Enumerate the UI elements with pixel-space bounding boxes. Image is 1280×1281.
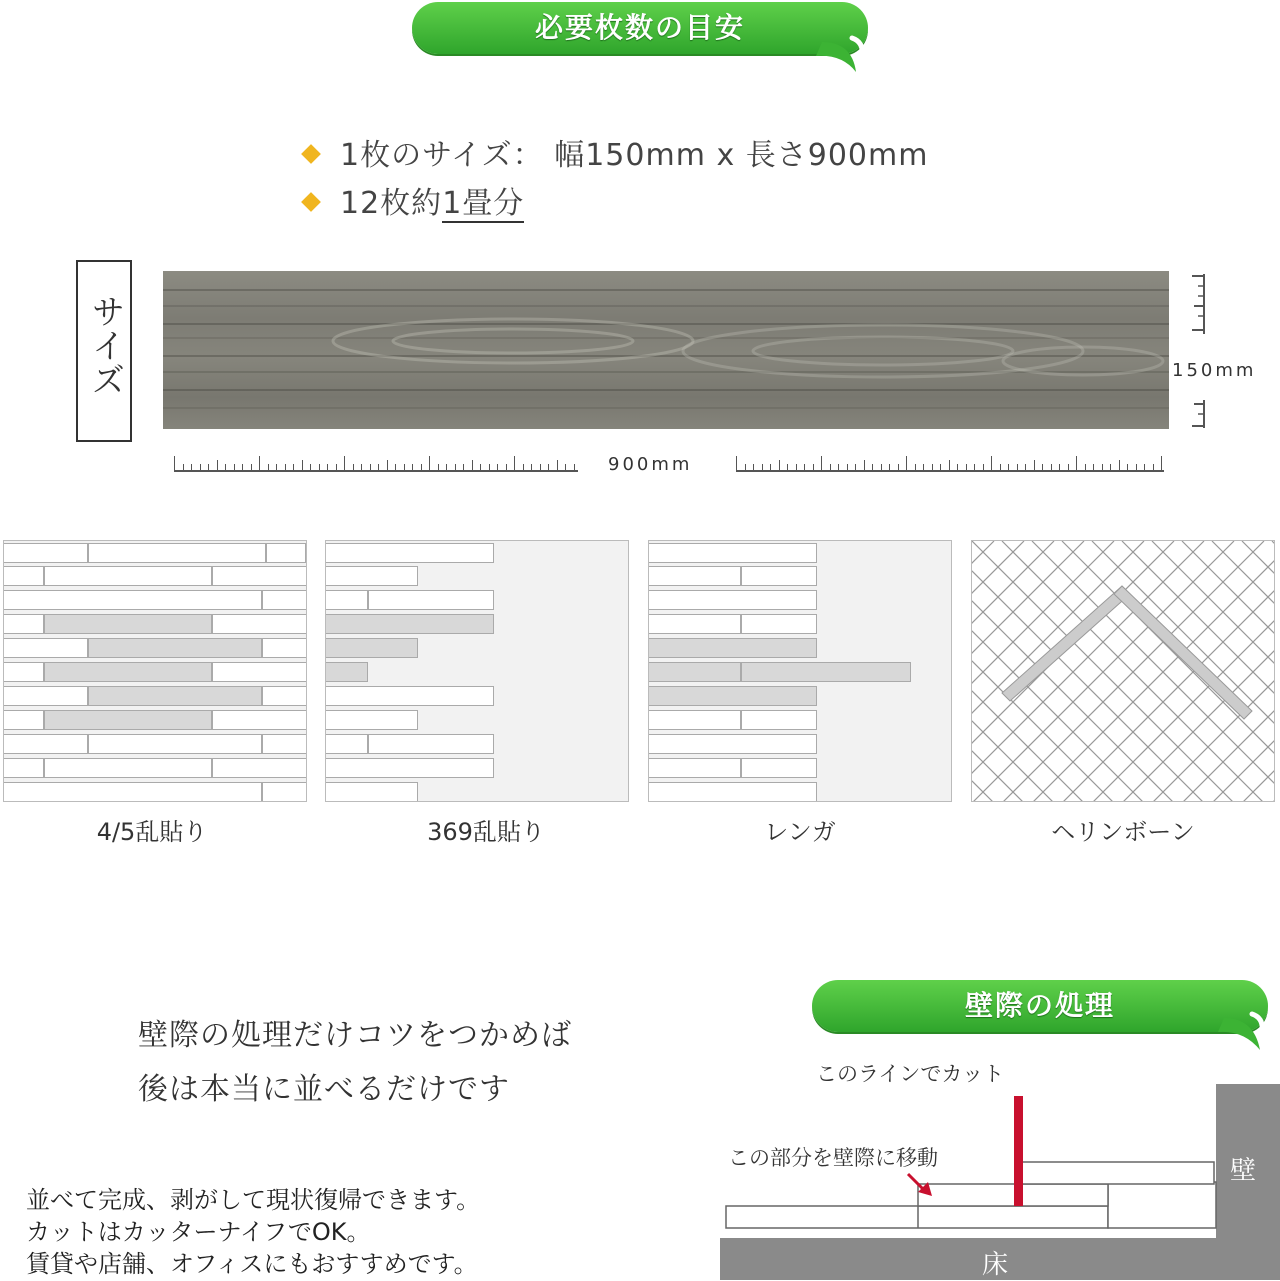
vertical-ruler-icon (1188, 274, 1210, 430)
wall-banner (812, 980, 1268, 1032)
wall-banner-title: 壁際の処理 (964, 989, 1115, 1022)
cut-line-label: このラインでカット (816, 1062, 1005, 1086)
pattern-369-random (325, 540, 629, 802)
diamond-bullet-icon (301, 192, 321, 212)
pattern-label-369: 369乱貼り (427, 818, 545, 846)
pattern-herringbone (971, 540, 1275, 802)
move-part-label: この部分を壁際に移動 (728, 1146, 938, 1170)
banner-tail-icon (1216, 1008, 1268, 1054)
pattern-label-45: 4/5乱貼り (96, 818, 208, 846)
pattern-label-brick: レンガ (764, 818, 836, 846)
tip-line-2: 後は本当に並べるだけです (138, 1072, 510, 1107)
top-banner-title: 必要枚数の目安 (534, 11, 745, 44)
note-line-1: 並べて完成、剥がして現状復帰できます。 (26, 1186, 481, 1214)
floor-label: 床 (982, 1250, 1009, 1280)
pattern-brick (648, 540, 952, 802)
width-dimension-label: 150mm (1172, 360, 1257, 381)
note-line-2: カットはカッターナイフでOK。 (26, 1218, 371, 1246)
pattern-label-herringbone: ヘリンボーン (1051, 818, 1195, 846)
spec-size: 1枚のサイズ： 幅150mm x 長さ900mm (304, 130, 928, 174)
length-dimension-label: 900mm (608, 454, 693, 475)
plank-image (163, 271, 1169, 429)
size-label-box (76, 260, 132, 442)
tip-line-1: 壁際の処理だけコツをつかめば (138, 1018, 572, 1053)
spec-count: 12枚約1畳分 (304, 178, 524, 222)
size-label: サイズ (85, 294, 125, 396)
banner-tail-icon (812, 32, 872, 76)
horizontal-ruler-left (174, 456, 578, 472)
horizontal-ruler-right (736, 456, 1164, 472)
pattern-45-random (3, 540, 307, 802)
diamond-bullet-icon (301, 144, 321, 164)
spec-count-underlined: 1畳分 (442, 186, 525, 221)
top-banner (412, 2, 868, 54)
wall-label: 壁 (1230, 1156, 1257, 1186)
note-line-3: 賃貸や店舗、オフィスにもおすすめです。 (26, 1250, 478, 1278)
